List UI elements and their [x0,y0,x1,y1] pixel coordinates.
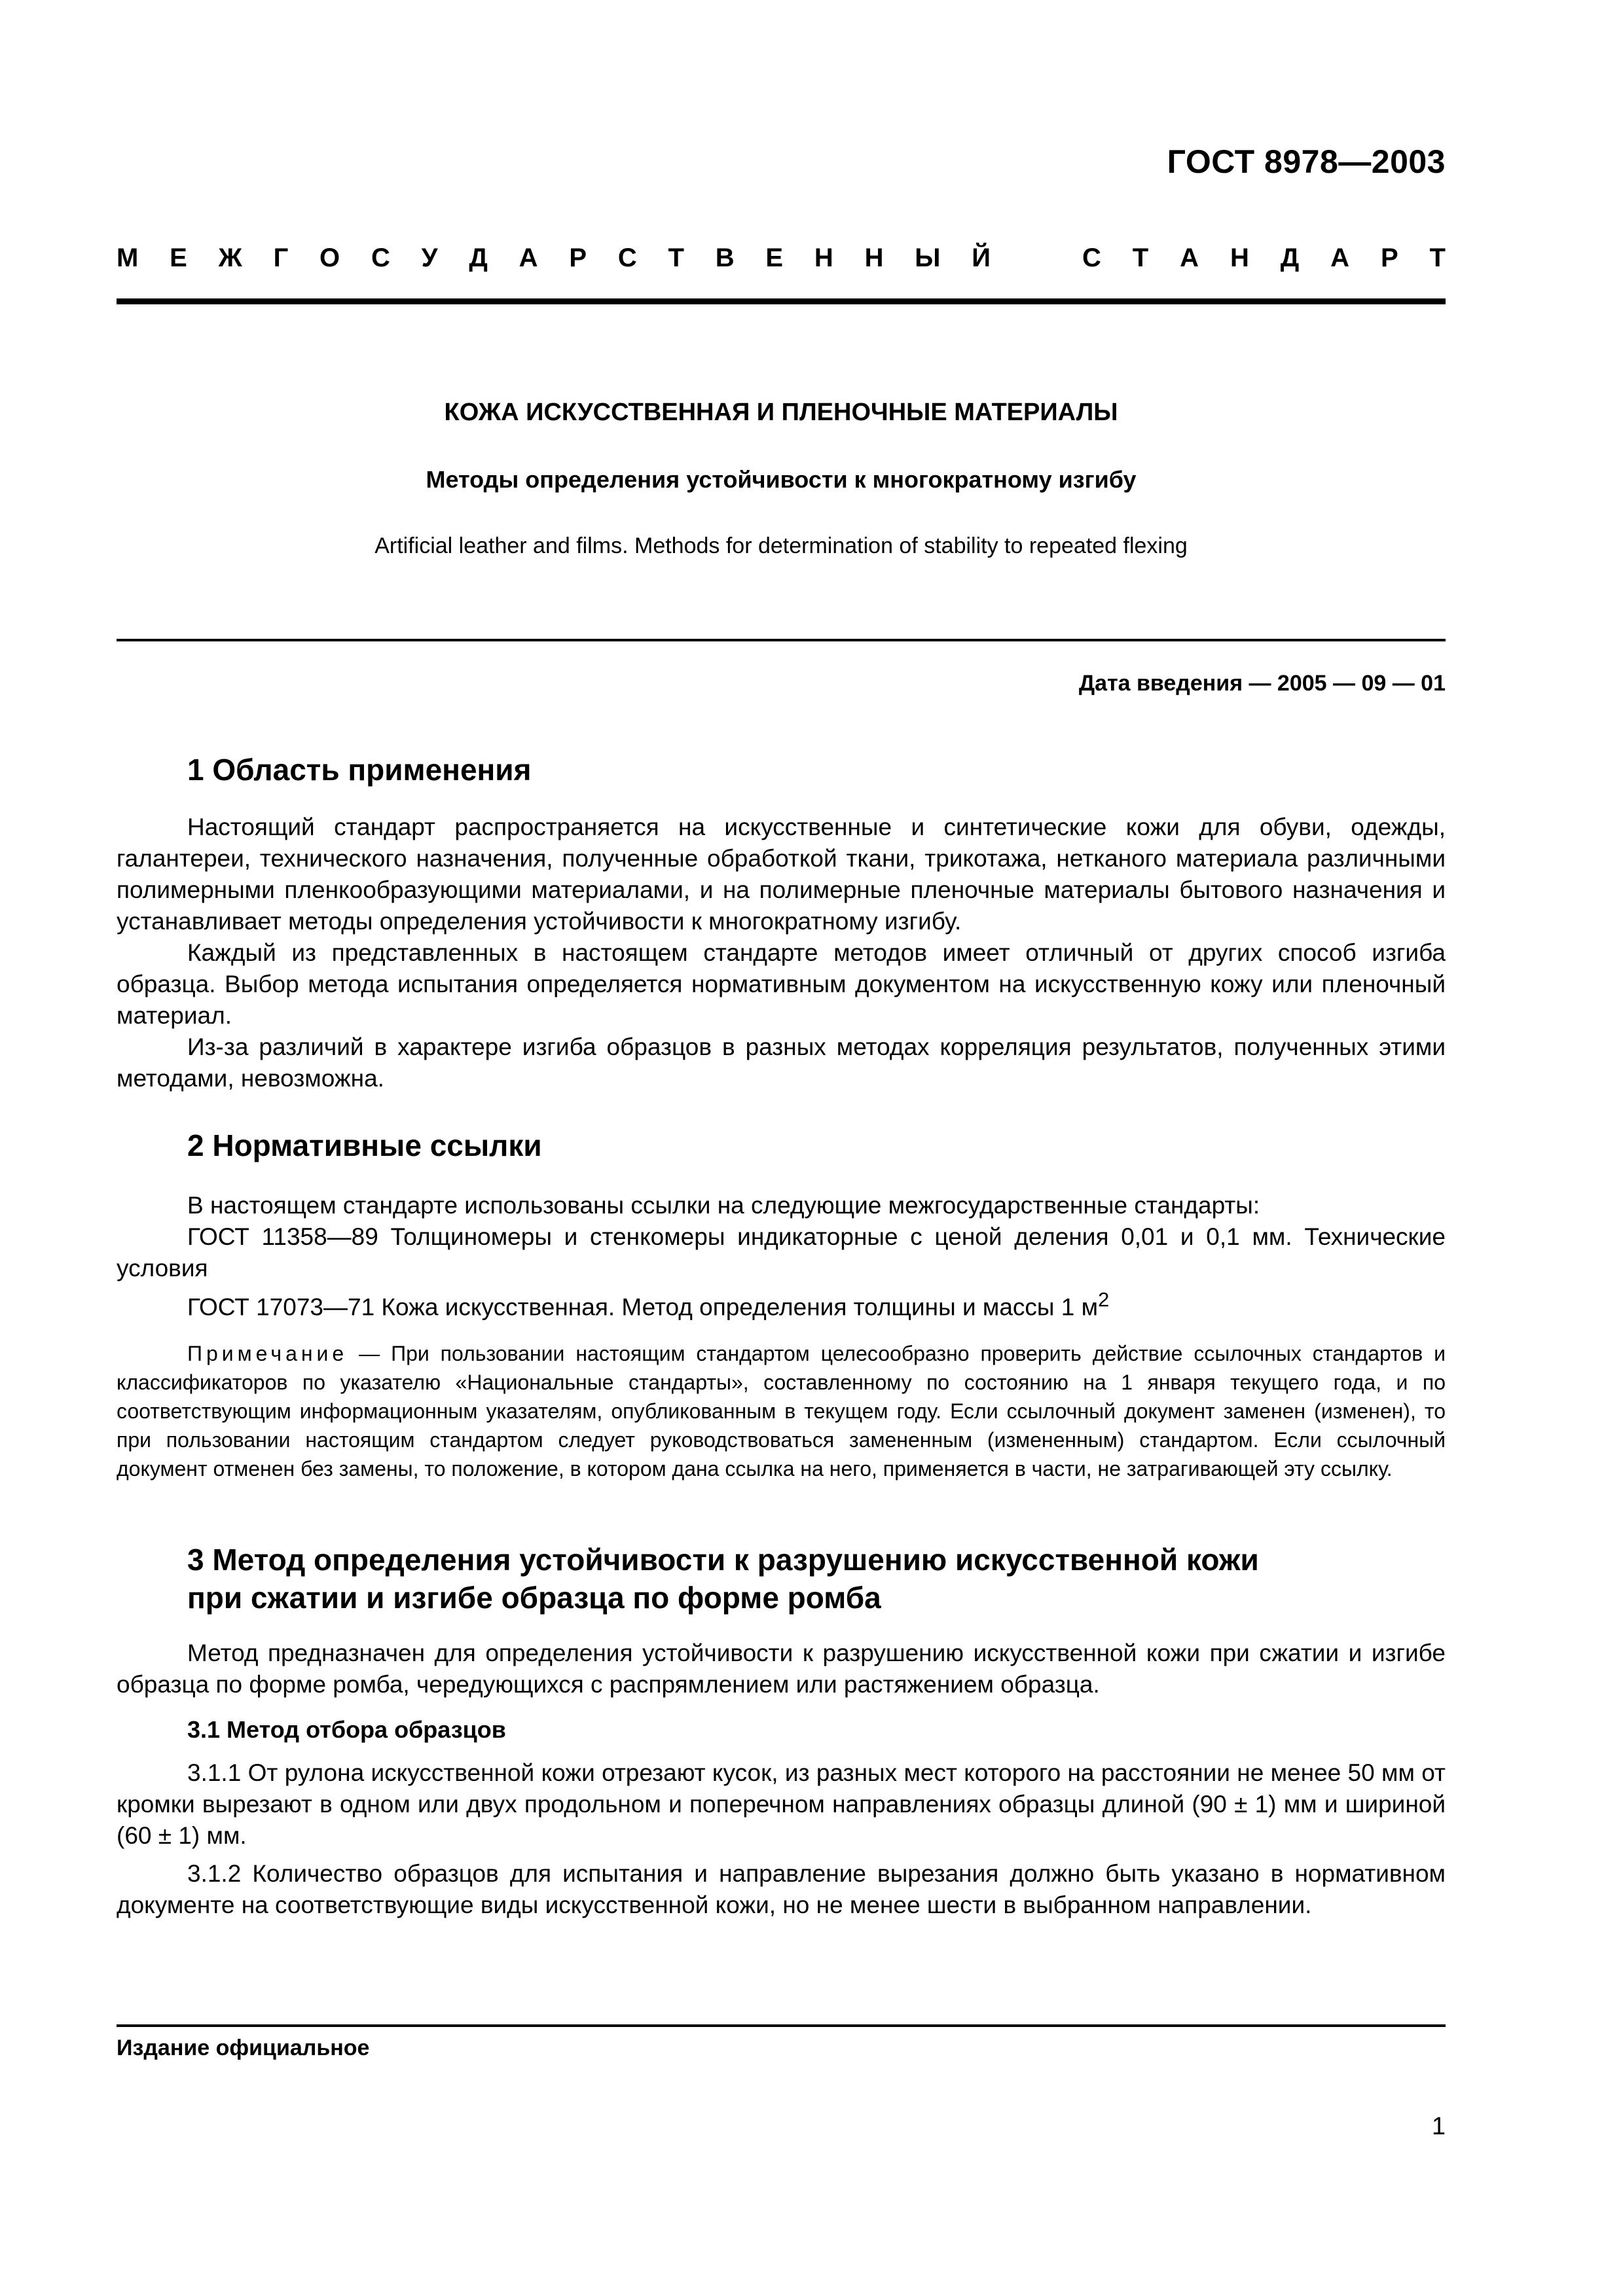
section-2-reference-1: ГОСТ 11358—89 Толщиномеры и стенкомеры индикаторные с ценой деления 0,01 и 0,1 мм. Технические условия [117,1223,1446,1282]
page-number: 1 [1431,2113,1446,2140]
header-rule [117,298,1446,304]
banner-letter: Ж [218,243,242,272]
banner-letter: А [519,243,538,272]
introduction-date: Дата введения — 2005 — 09 — 01 [1078,671,1446,696]
standard-type-banner [117,243,1446,273]
banner-letter: Н [814,243,833,272]
banner-letter: А [1180,243,1199,272]
banner-letter: Д [469,243,488,272]
section-2-heading: 2 Нормативные ссылки [187,1128,542,1162]
banner-letter: Т [1132,243,1149,272]
banner-letter: Р [569,243,587,272]
section-3-paragraph-1: Метод предназначен для определения устойчивости к разрушению искусственной кожи при сжатии и изгибе образца по форме ромба, чередующихся с распрямлением или растяжением образца. [117,1640,1446,1698]
banner-letter: Т [668,243,684,272]
banner-letter: Р [1380,243,1398,272]
banner-letter: О [319,243,340,272]
superscript: 2 [1098,1288,1110,1311]
document-subtitle: Методы определения устойчивости к многократному изгибу [426,466,1137,493]
section-3-heading [187,1541,1259,1617]
document-number: ГОСТ 8978—2003 [1167,143,1446,180]
standard-type-word-standard [1082,243,1446,273]
banner-letter: Ы [915,243,941,272]
section-3-body [117,1638,1446,1700]
section-2-body [117,1190,1446,1323]
section-2-reference-2-text: ГОСТ 17073—71 Кожа искусственная. Метод определения толщины и массы 1 м [187,1293,1099,1321]
banner-letter: Т [1429,243,1446,272]
section-1-paragraph-2: Каждый из представленных в настоящем стандарте методов имеет отличный от других способ изгиба образца. Выбор метода испытания определяется нормативным документом на искусственную кожу или пленочный материал. [117,939,1446,1029]
document-title-english: Artificial leather and films. Methods for determination of stability to repeated flexing [374,533,1188,558]
section-2-reference-2 [117,1284,1446,1323]
section-2-note [117,1339,1446,1483]
note-lead: Примечание [187,1342,348,1365]
banner-letter: С [617,243,637,272]
banner-letter: Д [1280,243,1300,272]
clause-3-1-1: 3.1.1 От рулона искусственной кожи отрезают кусок, из разных мест которого на расстоянии не менее 50 мм от кромки вырезают в одном или двух продольном и поперечном направлениях образцы длиной (90 ± 1) мм и шириной (60 ± 1) мм. [117,1759,1446,1849]
banner-letter: В [715,243,735,272]
subsection-3-1-body [117,1757,1446,1921]
banner-letter: М [117,243,139,272]
banner-letter: Н [1230,243,1249,272]
title-rule [117,639,1446,641]
footer-rule [117,2024,1446,2027]
edition-label: Издание официальное [117,2036,370,2060]
standard-type-word-interstate [117,243,991,273]
section-3-heading-line-2: при сжатии и изгибе образца по форме ромба [187,1580,881,1615]
banner-letter: У [421,243,438,272]
banner-letter: Е [765,243,784,272]
section-2-paragraph-1: В настоящем стандарте использованы ссылки на следующие межгосударственные стандарты: [187,1192,1260,1219]
section-1-paragraph-3: Из-за различий в характере изгиба образцов в разных методах корреляция результатов, полученных этими методами, невозможна. [117,1033,1446,1092]
banner-letter: С [1082,243,1101,272]
section-1-paragraph-1: Настоящий стандарт распространяется на искусственные и синтетические кожи для обуви, одежды, галантереи, технического назначения, полученные обработкой ткани, трикотажа, нетканого материала различными полимерными пленкообразующими материалами, и на полимерные пленочные материалы бытового назначения и устанавливает методы определения устойчивости к многократному изгибу. [117,814,1446,935]
clause-3-1-2: 3.1.2 Количество образцов для испытания и направление вырезания должно быть указано в нормативном документе на соответствующие виды искусственной кожи, но не менее шести в выбранном направлении. [117,1860,1446,1918]
subsection-3-1-heading: 3.1 Метод отбора образцов [187,1716,506,1743]
document-title: КОЖА ИСКУССТВЕННАЯ И ПЛЕНОЧНЫЕ МАТЕРИАЛЫ [444,399,1118,426]
section-3-heading-line-1: 3 Метод определения устойчивости к разрушению искусственной кожи [187,1543,1259,1577]
banner-letter: С [371,243,390,272]
banner-letter: Н [864,243,884,272]
section-1-heading: 1 Область применения [187,753,532,787]
section-1-body [117,812,1446,1094]
banner-letter: Й [972,243,991,272]
banner-letter: А [1330,243,1350,272]
banner-letter: Е [170,243,187,272]
banner-letter: Г [273,243,289,272]
note-text: — При пользовании настоящим стандартом целесообразно проверить действие ссылочных стандартов и классификаторов по указателю «Национальные стандарты», составленному по состоянию на 1 января текущего года, и по соответствующим информационным указателям, опубликованным в текущем году. Если ссылочный документ заменен (изменен), то при пользовании настоящим стандартом следует руководствоваться замененным (измененным) стандартом. Если ссылочный документ отменен без замены, то положение, в котором дана ссылка на него, применяется в части, не затрагивающей эту ссылку. [117,1342,1446,1480]
